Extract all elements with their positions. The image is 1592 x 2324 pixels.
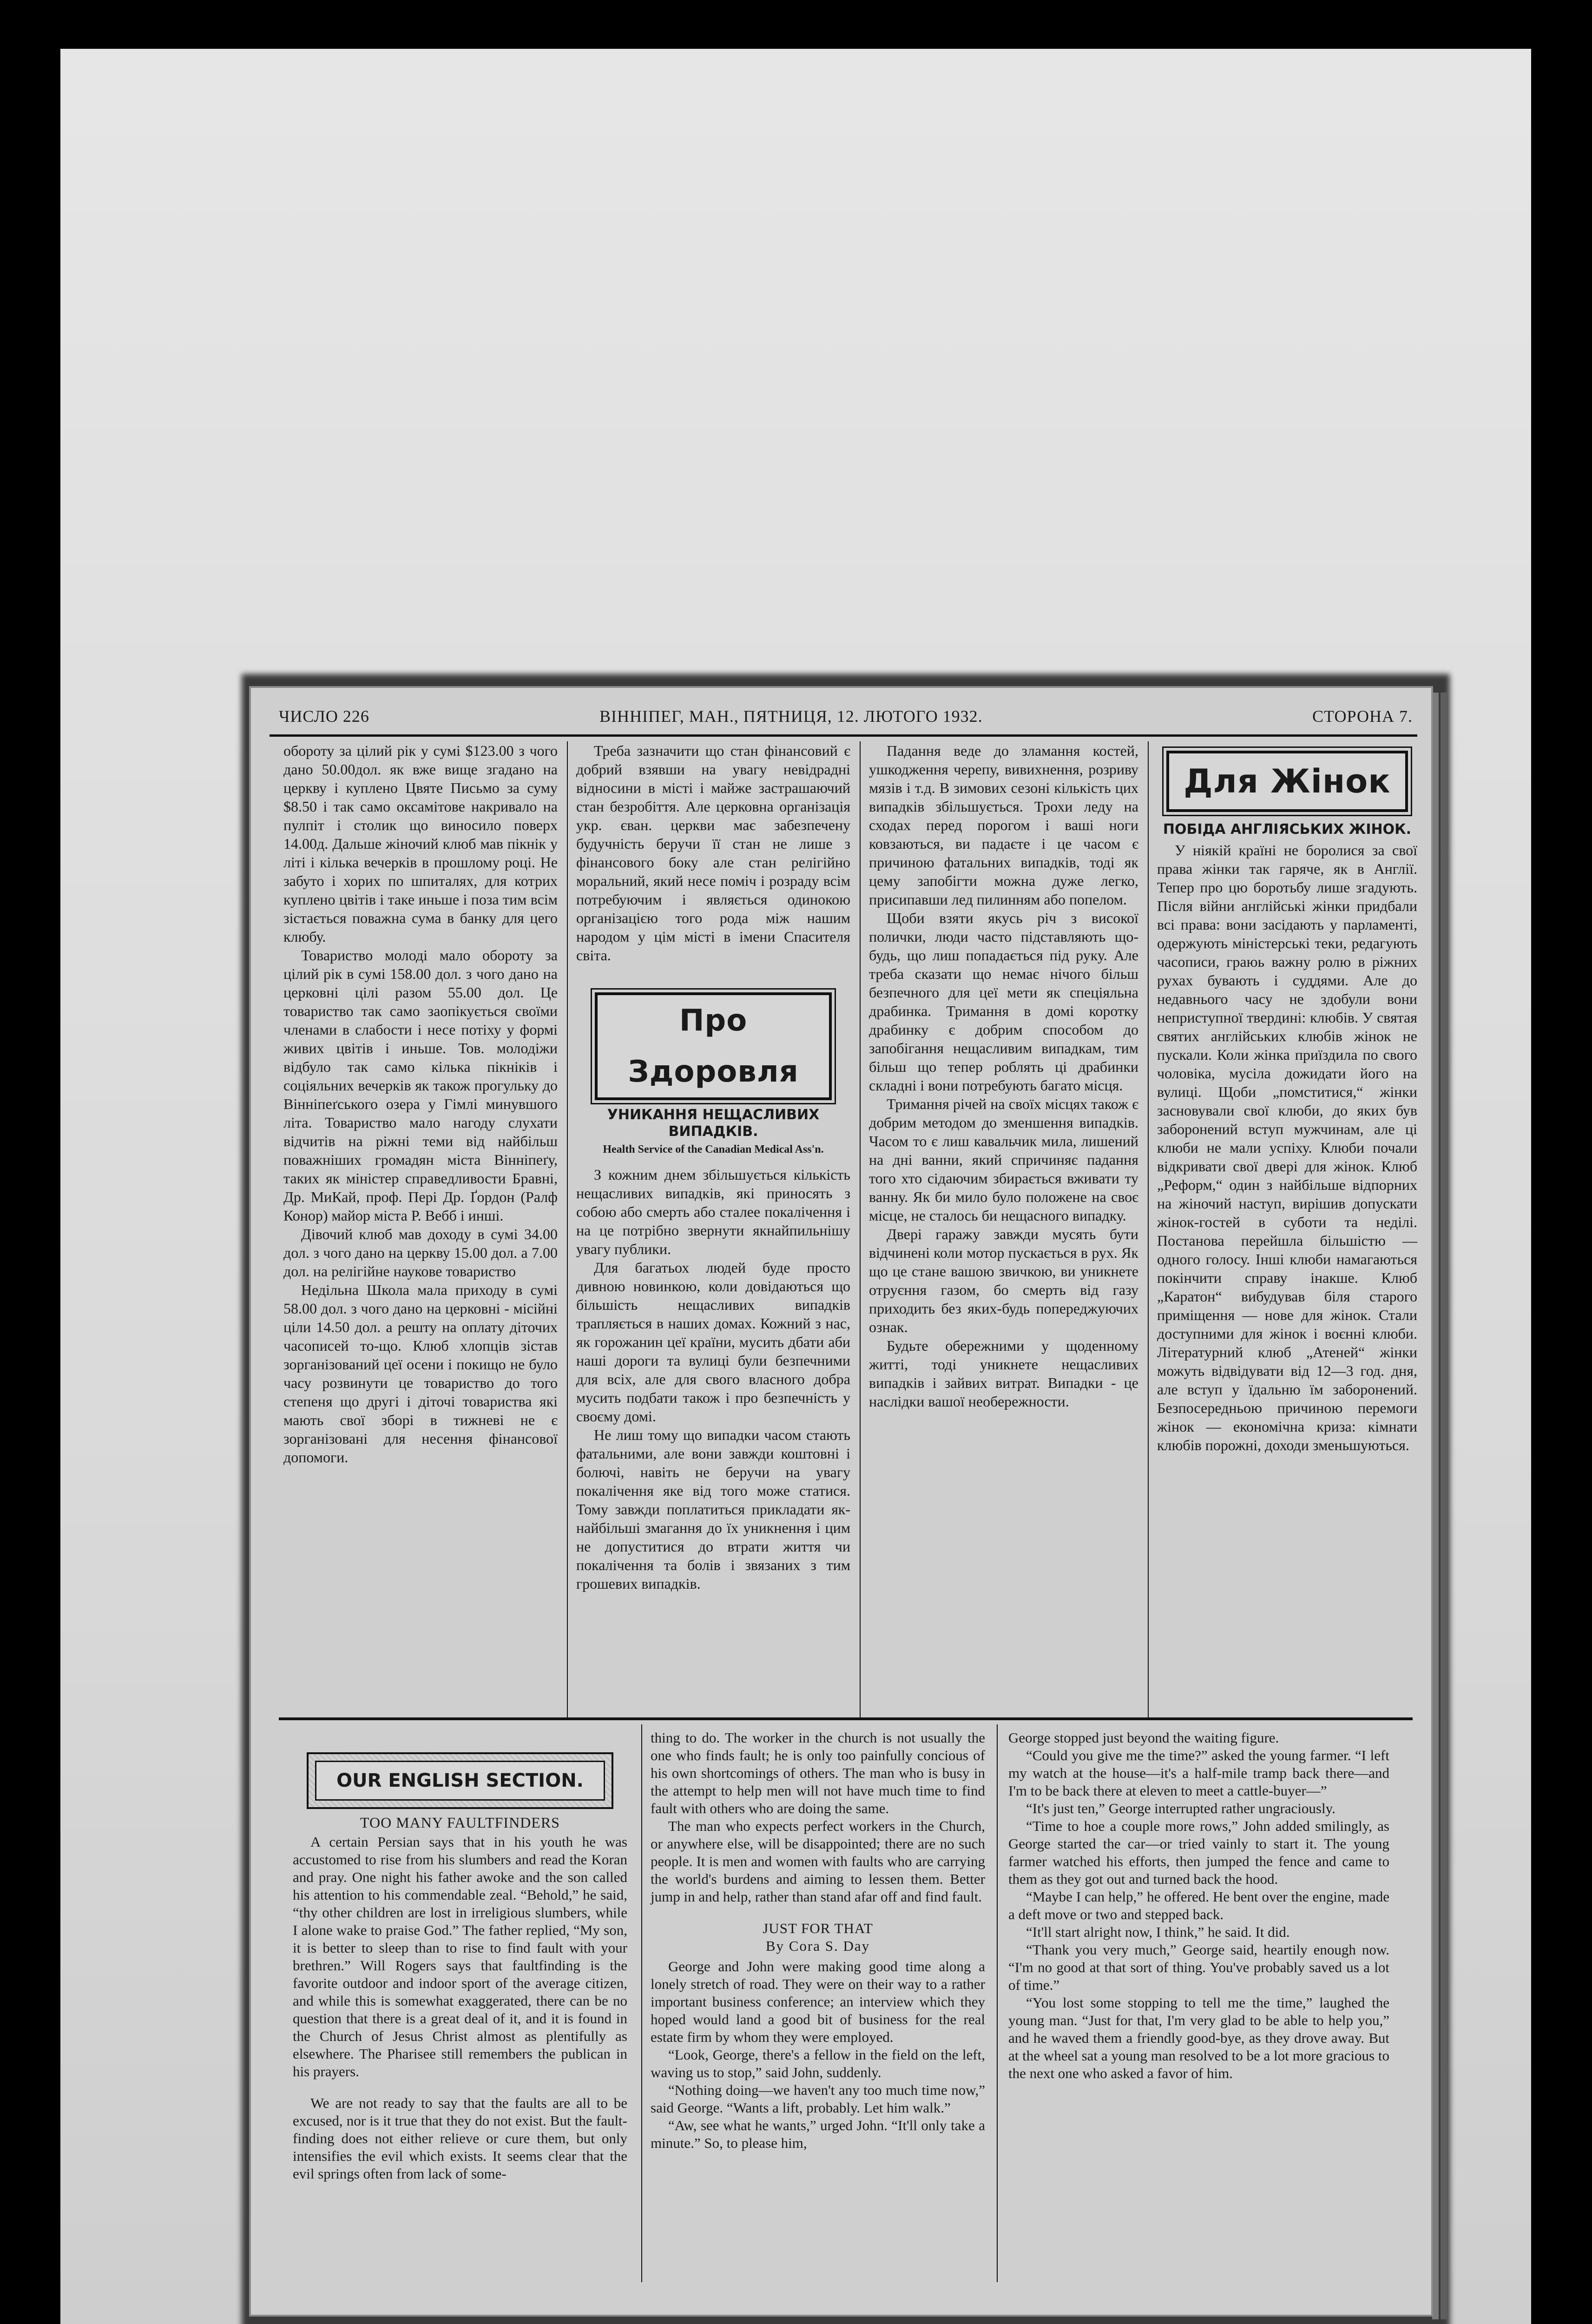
page-number: СТОРОНА 7. (1312, 707, 1413, 726)
paragraph: Не лиш тому що випадки часом стають фатальними, але вони завжди коштовні і болючі, навіть не беручи на увагу покалічення яке від того може статися. Тому завжди поплатиться прикладати як-найбільші змагання до їх уникнення і цим не допуститися до втрати життя чи покалічення та болів і звязаних з тим грошевих випадків. (576, 1426, 850, 1592)
article-column-3 (869, 741, 1138, 1411)
english-section-title-box (307, 1752, 613, 1809)
paragraph: обороту за цілий рік у сумі $123.00 з чого дано 50.00дол. як вже вище згадано на церкву і куплено Цвяте Письмо за суму $8.50 і так само оксамітове накривало на пулпіт і столик що виносило поверх 14.00д. Дальше жіночий клюб мав пікнік у літі і кілька вечерків в прошлому році. Не забуто і хорих по шпиталях, для котрих куплено цвітів і таке иньше і поза тим всім зістається поважна сума в банку для цего клюбу. (283, 742, 558, 945)
paragraph: “Time to hoe a couple more rows,” John added smilingly, as George started the car—or tried vainly to start it. The young farmer watched his efforts, then jumped the fence and came to them as they got out and turned back the hood. (1008, 1818, 1389, 1887)
paragraph: George and John were making good time along a lonely stretch of road. They were on their way to a rather important business conference; an interview which they hoped would land a good bit of business for the real estate firm by whom they were employed. (651, 1958, 985, 2045)
paragraph: The man who expects perfect workers in the Church, or anywhere else, will be disappointed; there are no such people. It is men and women with faults who are carrying the world's burdens and aiming to lessen them. Better jump in and help, rather than stand afar off and find fault. (651, 1818, 985, 1905)
english-column-3 (1008, 1729, 1389, 2082)
paragraph: “Aw, see what he wants,” urged John. “It'll only take a minute.” So, to please him, (651, 2117, 985, 2151)
paragraph: Двері гаражу завжди мусять бути відчинені коли мотор пускається в рух. Як що це стане вашою звичкою, ви уникнете отруєння газом, бо смерть від газу приходить без яких-будь попереджуючих ознак. (869, 1226, 1138, 1335)
story-byline: By Cora S. Day (765, 1938, 870, 1954)
english-column-1 (293, 1729, 627, 2183)
paragraph: Падання веде до зламання костей, ушкодження черепу, вивихнення, розриву мязів і т.д. В зимових сезоні кількість цих випадків збільшується. Трохи леду на сходах перед порогом і ваші ноги ковзаються, ви падаєте і це часом є причиною фатальних випадків, тоді як цему запобігти можна дуже легко, присипавши лед пилинням або попелом. (869, 742, 1138, 908)
page-edge-right (1432, 693, 1439, 2319)
paragraph: George stopped just beyond the waiting figure. (1008, 1730, 1279, 1746)
women-headline: ПОБІДА АНГЛІЯСЬКИХ ЖІНОК. (1163, 821, 1412, 838)
column-rule-1 (567, 741, 568, 1717)
story-title: JUST FOR THAT (763, 1920, 873, 1936)
paragraph: Будьте обережними у щоденному житті, тоді уникнете нещасливих випадків і зайвих витрат. Випадки - це наслідки вашої необережности. (869, 1337, 1138, 1410)
paragraph: “Could you give me the time?” asked the young farmer. “I left my watch at the house—it's a half-mile tramp back there—and I'm to be back there at eleven to meet a cattle-buyer—” (1008, 1747, 1389, 1799)
english-section-title: OUR ENGLISH SECTION. (315, 1761, 605, 1801)
health-source-note: Health Service of the Canadian Medical Ass'n. (603, 1143, 824, 1155)
paragraph: A certain Persian says that in his youth he was accustomed to rise from his slumbers and read the Koran and pray. One night his father awoke and the son called his attention to his commendable zeal. “Behold,” he said, “thy other children are lost in irreligious slumbers, while I alone wake to praise God.” The father replied, “My son, it is better to sleep than to rise to find fault with your brethren.” Will Rogers says that faultfinding is the favorite outdoor and indoor sport of the average citizen, and while this is somewhat exaggerated, there can be no question that there is a great deal of it, and it is found in the Church of Jesus Christ almost as plentifully as elsewhere. The Pharisee still remembers the publican in his prayers. (293, 1834, 627, 2080)
paragraph: З кожним днем збільшується кількість нещасливих випадків, які приносять з собою або смерть або сталее покалічення і на це потрібно звернути якнайпильнішу увагу публики. (576, 1166, 850, 1257)
women-section-title: Для Жінок (1166, 751, 1408, 812)
english-column-rule-2 (997, 1724, 998, 2282)
health-section-title: Про Здоровля (595, 992, 832, 1100)
newspaper-page (251, 688, 1431, 2315)
paragraph: “It's just ten,” George interrupted rather ungraciously. (1026, 1800, 1335, 1816)
article-column-4 (1157, 741, 1417, 1454)
article-column-2 (576, 741, 850, 1593)
paragraph: “Maybe I can help,” he offered. He bent over the engine, made a deft move or two and stepped back. (1008, 1888, 1389, 1922)
english-headline: TOO MANY FAULTFINDERS (360, 1814, 560, 1831)
column-rule-3 (1148, 741, 1149, 1717)
paragraph: We are not ready to say that the faults are all to be excused, nor is it true that they do not exist. But the fault-finding does not either relieve or cure them, but only intensifies the evil which exists. It seems clear that the evil springs often from lack of some- (293, 2095, 627, 2182)
article-column-1 (283, 741, 558, 1466)
page-edge-right-2 (1441, 693, 1447, 2319)
issue-number: ЧИСЛО 226 (279, 707, 369, 726)
paragraph: Дівочий клюб мав доходу в сумі 34.00 дол. з чого дано на церкву 15.00 дол. а 7.00 дол. на релігійне наукове товариство (283, 1226, 558, 1280)
paragraph: “Nothing doing—we haven't any too much time now,” said George. “Wants a lift, probably. Let him walk.” (651, 2082, 985, 2116)
header-rule (270, 734, 1417, 737)
english-column-2 (651, 1729, 985, 2152)
paragraph: Товариство молоді мало обороту за цілий рік в сумі 158.00 дол. з чого дано на церковні цілі разом 55.00 дол. Це товариство так само заопікується своїми членами в слабости і несе потіху у формі живих цвітів і иньше. Тов. молодіжи відбуло так само кілька пікніків і соціяльних вечерків як також прогульку до Вінніпеґського озера у Гімлі минувшого літа. Товариство мало нагоду слухати відчитів на ріжні теми від найбільш поважніших громадян міста Вінніпеґу, таких як міністер справедливости Бравні, Др. МиКай, проф. Пері Др. Ґордон (Ралф Конор) майор міста Р. Вебб і инші. (283, 947, 558, 1224)
paragraph: Для багатьох людей буде просто дивною новинкою, коли довідаються що більшість нещасливих випадків трапляється в наших домах. Кожний з нас, як горожанин цеї країни, мусить дбати аби наші дороги та вулиці були безпечними для всіх, але для свого власного добра мусить подбати також і про безпечність у своєму домі. (576, 1259, 850, 1425)
paragraph: “Look, George, there's a fellow in the field on the left, waving us to stop,” said John, suddenly. (651, 2047, 985, 2080)
section-divider (279, 1717, 1413, 1720)
paragraph: Тримання річей на своїх місцях також є добрим методом до зменшення випадків. Часом то є лиш кавальчик мила, лишений на дні ванни, який спричиняє падання того хто сідаючим збирається вживати ту ванну. Як би мило було положене на своє місце, не сталось би нещасного випадку. (869, 1096, 1138, 1224)
paragraph: “Thank you very much,” George said, heartily enough now. “I'm no good at that sort of thing. You've probably saved us a lot of time.” (1008, 1941, 1389, 1993)
dateline: ВІННІПЕГ, МАН., ПЯТНИЦЯ, 12. ЛЮТОГО 1932. (599, 707, 983, 726)
paragraph: Треба зазначити що стан фінансовий є добрий взявши на увагу невідрадні відносини в місті і майже застрашаючий стан безробіття. Але церковна організація укр. єван. церкви має забезпечену будучність беручи її стан не лише з фінансового боку але стан релігійно моральний, який несе поміч і розраду всім потребуючим і являється одинокою організацією того рода між нашим народом у цім місті в імени Спасителя світа. (576, 742, 850, 964)
paragraph: thing to do. The worker in the church is not usually the one who finds fault; he is only too painfully concious of his own shortcomings of others. The man who is busy in the attempt to help men will not have much time to find fault with others who are doing the same. (651, 1730, 985, 1816)
page-header (279, 702, 1413, 734)
column-rule-2 (860, 741, 861, 1717)
paragraph: “It'll start alright now, I think,” he said. It did. (1026, 1924, 1290, 1940)
paragraph: Щоби взяти якусь річ з високої полички, люди часто підставляють що-будь, що лиш попадається під руку. Але треба сказати що немає нічого більш безпечного для цеї мети як спеціяльна драбинка. Тримання в домі коротку драбинку є добрим способом до запобігання нещасливим випадкам, тим більш що тепер роблять ці драбинки складні і вони потребують багато місця. (869, 910, 1138, 1094)
health-headline: УНИКАННЯ НЕЩАСЛИВИХ ВИПАДКІВ. (607, 1107, 820, 1140)
english-column-rule-1 (641, 1724, 642, 2282)
paragraph: “You lost some stopping to tell me the time,” laughed the young man. “Just for that, I'm very glad to be able to help you,” and he waved them a friendly good-bye, as they drove away. But at the wheel sat a young man resolved to be a lot more gracious to the next one who asked a favor of him. (1008, 1994, 1389, 2081)
paragraph: У ніякій країні не боролися за свої права жінки так гаряче, як в Англії. Тепер про цю боротьбу лише згадують. Після війни англійські жінки придбали всі права: вони засідають у парламенті, одержують міністерські теки, редагують часописи, граюь важну ролю в ріжних рухах бувають і суддями. Але до недавнього часу не здобули вони неприступної твердині: клюбів. У святая святих англійських клюбів жінок не пускали. Коли жінка приїздила по свого чоловіка, мусіла дожидати його на вулиці. Щоби „помститися,“ жінки засновували свої клюби, до яких був заборонений вступ мужчинам, але ці клюби не мали успіху. Клюби почали відкривати свої двері для жінок. Клюб „Реформ,“ один з найбільше відпорних на жіночий наступ, вирішив допускати жінок-гостей в суботи та неділі. Постанова перейшла більшістю — одного голосу. Інші клюби намагаються покінчити справу інакше. Клюб „Каратон“ вибудував біля старого приміщення — нове для жінок. Стали доступними для жінок і воєнні клюби. Літературний клюб „Атеней“ жінки можуть відвідувати від 12—3 год. дня, але вступ у їдальню їм заборонений. Безпосередньою причиною перемоги жінок — економічна криза: кімнати клюбів порожні, доходи зменьшуються. (1157, 842, 1417, 1453)
paragraph: Недільна Школа мала приходу в сумі 58.00 дол. з чого дано на церковні - місійні ціли 14.50 дол. а решту на оплату діточих часописей то-що. Клюб хлопців зістав зорганізований цеї осени і покищо не було часу розвинути це товариство до того степеня що другі і діточі товариства які мають свої зборі в тижневі не є зорганізовані для несення фінансової допомоги. (283, 1281, 558, 1466)
